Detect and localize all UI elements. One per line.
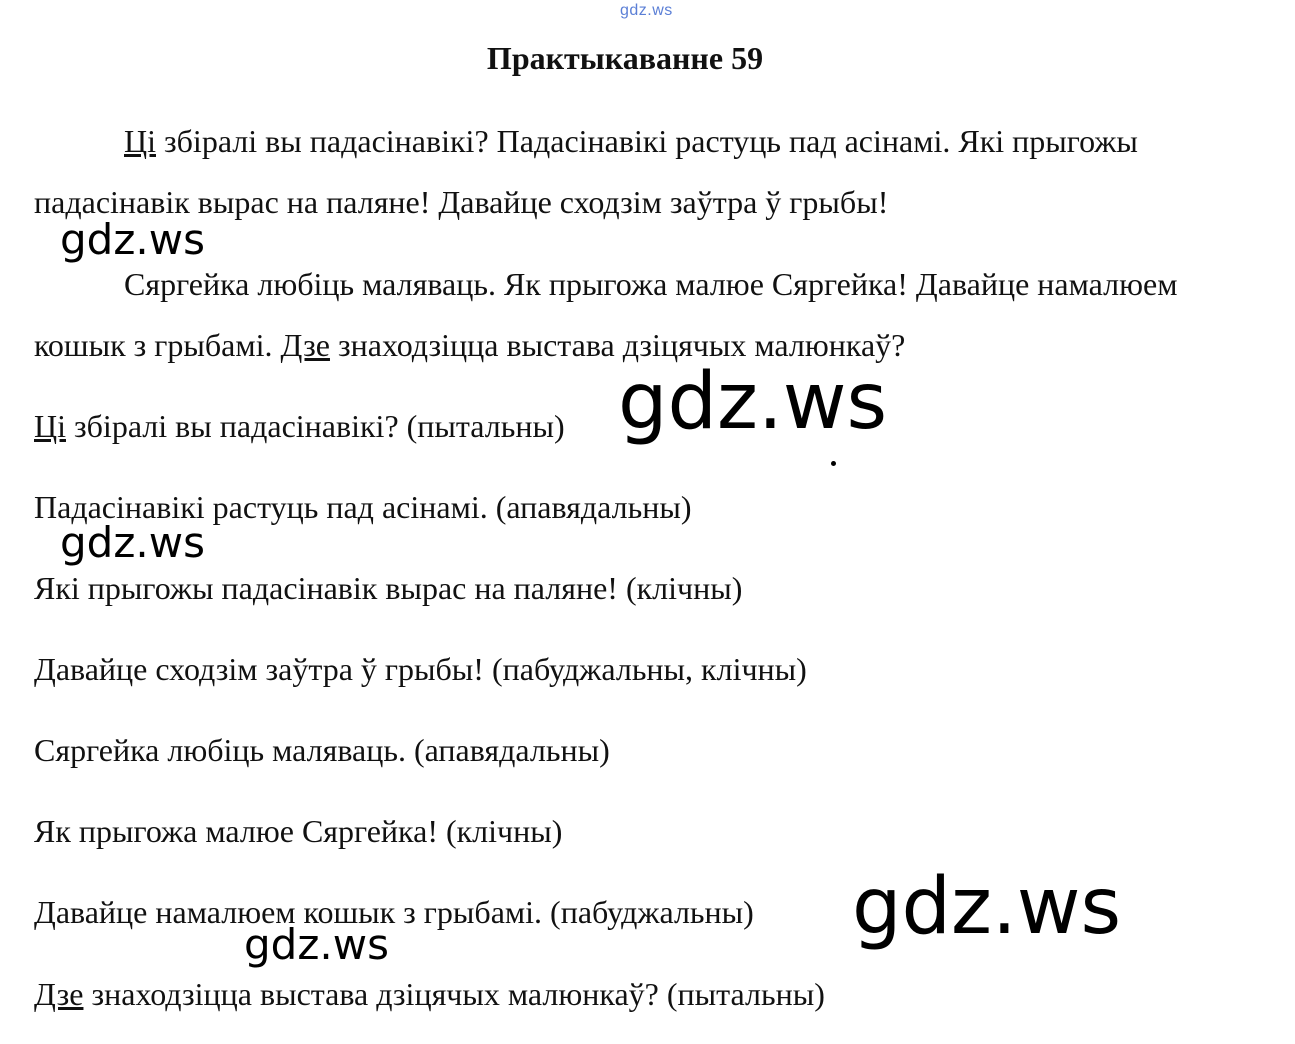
exercise-title: Практыкаванне 59 — [486, 40, 764, 76]
answer-underlined-word: Дзе — [34, 976, 84, 1012]
answer-text: Як прыгожа малюе Сяргейка! (клічны) — [34, 813, 563, 849]
watermark: gdz.ws — [852, 862, 1122, 952]
paragraph-1 — [34, 111, 1234, 233]
answer-underlined-word: Ці — [34, 408, 66, 444]
answer-text: збіралі вы падасінавікі? (пытальны) — [66, 408, 565, 444]
answer-line-4 — [34, 651, 807, 688]
answer-text: Давайце намалюем кошык з грыбамі. (пабуджальны) — [34, 894, 754, 930]
answer-text: Які прыгожы падасінавік вырас на паляне! (клічны) — [34, 570, 743, 606]
paragraph-2-text-rest: знаходзіцца выстава дзіцячых малюнкаў? — [329, 327, 906, 363]
answer-line-5 — [34, 732, 610, 769]
answer-line-7 — [34, 894, 754, 931]
stray-dot — [831, 461, 836, 466]
paragraph-1-text: збіралі вы падасінавікі? Падасінавікі растуць пад асінамі. Які прыгожы падасінавік вырас на паляне! Давайце сходзім заўтра ў грыбы! — [34, 123, 1138, 220]
answer-line-6 — [34, 813, 562, 850]
watermark: gdz.ws — [60, 215, 205, 264]
answer-line-8 — [34, 976, 825, 1013]
underlined-word-ci: Ці — [124, 123, 156, 159]
site-watermark-top: gdz.ws — [620, 2, 673, 19]
answer-line-3 — [34, 570, 742, 607]
paragraph-2-text: Сяргейка любіць маляваць. Як прыгожа малюе Сяргейка! Давайце намалюем кошык з грыбамі. — [34, 266, 1178, 363]
answer-text: Сяргейка любіць маляваць. (апавядальны) — [34, 732, 610, 768]
watermark: gdz.ws — [244, 920, 389, 969]
watermark: gdz.ws — [60, 518, 205, 567]
answer-line-1 — [34, 408, 565, 445]
answer-text: Давайце сходзім заўтра ў грыбы! (пабуджальны, клічны) — [34, 651, 807, 687]
answer-text: Падасінавікі растуць пад асінамі. (апавядальны) — [34, 489, 692, 525]
answer-text: знаходзіцца выстава дзіцячых малюнкаў? (пытальны) — [83, 976, 825, 1012]
watermark: gdz.ws — [618, 357, 888, 447]
underlined-word-dze: Дзе — [280, 327, 330, 363]
